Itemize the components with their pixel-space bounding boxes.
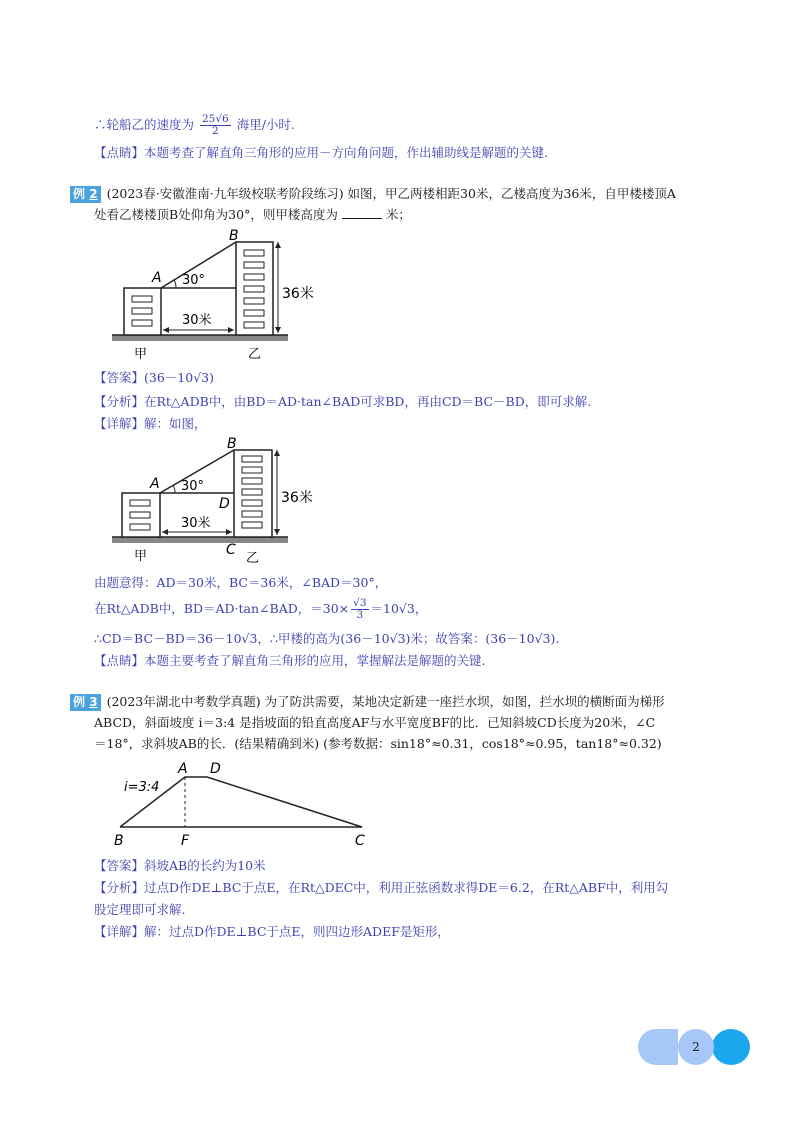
width-label: 30米 — [182, 313, 212, 328]
ex2-dianjing: 【点睛】本题主要考查了解直角三角形的应用，掌握解法是解题的关键. — [94, 653, 486, 668]
label-b: B — [114, 833, 124, 849]
ex2-badge-label: 例 — [73, 187, 86, 201]
angle-arc — [174, 280, 176, 288]
speed-unit: 海里/小时. — [236, 117, 295, 132]
ex2-question-line2: 处看乙楼楼顶B处仰角为30°，则甲楼高度为 — [94, 207, 338, 222]
label-c: C — [355, 833, 365, 849]
ex2-sol1: 由题意得：AD＝30米，BC＝36米，∠BAD＝30°， — [94, 575, 388, 590]
arrowhead — [226, 529, 232, 535]
label-yi: 乙 — [246, 551, 260, 566]
ex3-line2: ABCD，斜面坡度 i＝3:4 是指坡面的铅直高度AF与水平宽度BF的比．已知斜坡CD长度为20米，∠C — [94, 715, 656, 730]
ex2-figure-2 — [108, 434, 328, 574]
ex2-sol3: ∴CD＝BC－BD＝36－10√3，∴甲楼的高为(36－10√3)米；故答案：(36－10√3). — [94, 631, 560, 646]
sol2-result: ＝10√3， — [370, 601, 428, 616]
frac-numerator: √3 — [353, 597, 367, 609]
ex3-detail: 【详解】解：过点D作DE⊥BC于点E，则四边形ADEF是矩形， — [94, 924, 450, 939]
arrowhead — [275, 327, 281, 333]
ground — [112, 335, 288, 341]
sol2-text: 在Rt△ADB中，BD＝AD·tan∠BAD，＝30× — [94, 601, 350, 616]
width-label: 30米 — [181, 516, 211, 531]
answer-blank — [342, 206, 382, 219]
building-yi — [234, 450, 272, 537]
speed-conclusion — [94, 114, 295, 137]
ground — [112, 537, 288, 543]
angle-label: 30° — [182, 273, 206, 288]
label-d: D — [219, 496, 230, 512]
arrowhead — [275, 242, 281, 248]
speed-numerator: 25√6 — [202, 113, 229, 125]
ex3-badge-label: 例 — [73, 695, 86, 709]
speed-denominator: 2 — [212, 125, 219, 137]
conclusion-text: ∴轮船乙的速度为 — [94, 117, 195, 132]
arrowhead — [274, 529, 280, 535]
ex2-question-line1: (2023春·安徽淮南·九年级校联考阶段练习) 如图，甲乙两楼相距30米，乙楼高度为36米，自甲楼楼顶A — [106, 186, 676, 201]
height-label: 36米 — [281, 490, 313, 506]
label-d: D — [210, 761, 221, 777]
ex3-badge — [70, 694, 101, 711]
ex3-line1 — [70, 693, 665, 711]
ex3-dam-figure — [110, 758, 380, 850]
ex2-figure-1 — [108, 226, 328, 366]
label-f: F — [181, 833, 190, 849]
ex2-number: 2 — [89, 187, 98, 201]
ex2-line2 — [94, 206, 411, 224]
ex2-sol2 — [94, 598, 427, 621]
ex2-analysis: 【分析】在Rt△ADB中，由BD＝AD·tan∠BAD可求BD，再由CD＝BC－BD，即可求解. — [94, 394, 592, 409]
label-b: B — [229, 228, 239, 244]
ex2-badge — [70, 186, 101, 203]
ex3-answer: 【答案】斜坡AB的长约为10米 — [94, 858, 266, 873]
sqrt3-over-3 — [351, 598, 368, 621]
page-decoration-right — [712, 1029, 750, 1065]
speed-fraction — [200, 114, 231, 137]
ex3-number: 3 — [89, 695, 98, 709]
top-dianjing: 【点睛】本题考查了解直角三角形的应用－方向角问题，作出辅助线是解题的关键. — [94, 145, 548, 160]
label-a: A — [178, 761, 188, 777]
arrowhead — [274, 450, 280, 456]
building-jia — [124, 288, 161, 335]
angle-label: 30° — [181, 479, 205, 494]
label-c: C — [226, 542, 236, 558]
page-decoration-left — [638, 1029, 678, 1065]
ex2-detail: 【详解】解：如图， — [94, 416, 207, 431]
ex3-line3: ＝18°，求斜坡AB的长．(结果精确到米) (参考数据：sin18°≈0.31，cos18°≈0.95，tan18°≈0.32) — [94, 736, 662, 751]
label-yi: 乙 — [248, 347, 262, 362]
ex2-question-unit: 米； — [385, 207, 411, 222]
slope-label: i=3:4 — [124, 780, 160, 795]
page-number: 2 — [678, 1029, 714, 1065]
arrowhead — [228, 327, 234, 333]
ex2-answer: 【答案】(36－10√3) — [94, 370, 214, 385]
height-label: 36米 — [282, 286, 314, 302]
label-jia: 甲 — [134, 347, 148, 362]
arrowhead — [163, 327, 169, 333]
arrowhead — [162, 529, 168, 535]
ex2-line1 — [70, 185, 676, 203]
label-jia: 甲 — [134, 549, 148, 564]
ex3-analysis2: 股定理即可求解. — [94, 902, 186, 917]
angle-arc — [173, 485, 175, 493]
frac-denominator: 3 — [356, 609, 364, 621]
ex3-analysis1: 【分析】过点D作DE⊥BC于点E，在Rt△DEC中，利用正弦函数求得DE＝6.2，在Rt△ABF中，利用勾 — [94, 880, 669, 895]
label-a: A — [152, 270, 162, 286]
label-a: A — [150, 476, 160, 492]
label-b: B — [227, 436, 237, 452]
ex3-question-line1: (2023年湖北中考数学真题) 为了防洪需要，某地决定新建一座拦水坝，如图，拦水坝的横断面为梯形 — [106, 694, 665, 709]
